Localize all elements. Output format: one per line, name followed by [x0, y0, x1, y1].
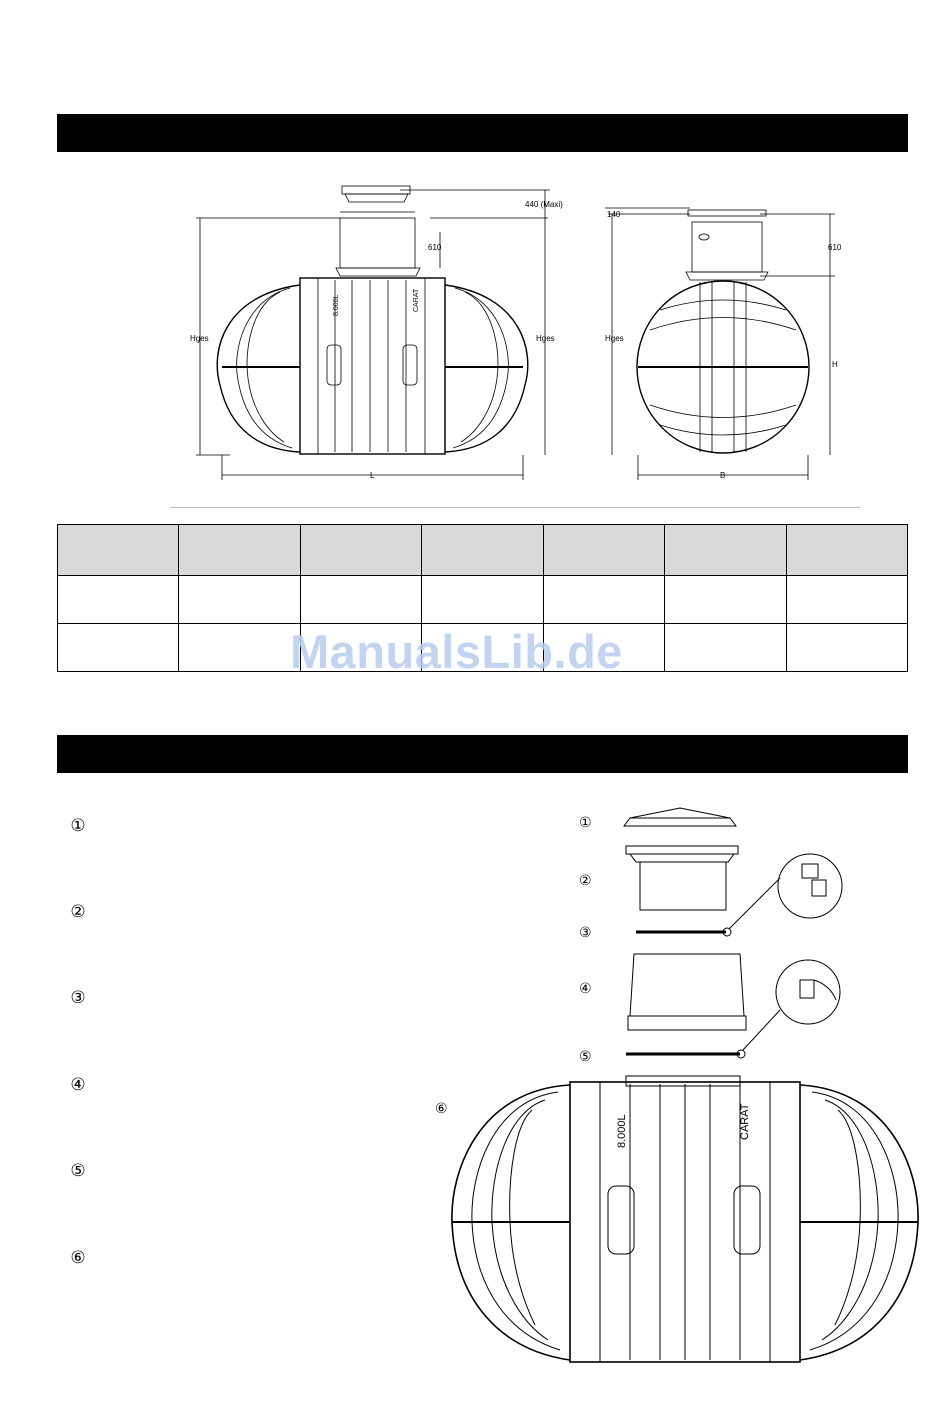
spec-cell	[179, 624, 300, 672]
exploded-marker-6: ⑥	[435, 1100, 448, 1116]
spec-cell	[665, 576, 786, 624]
dim-140: 140	[607, 210, 621, 219]
watermark: ManualsLib.de	[290, 625, 623, 678]
section-header-bar-components	[57, 735, 908, 773]
tank-exploded-view-drawing	[0, 780, 950, 1419]
spec-header-cell	[665, 525, 786, 576]
spec-header-cell	[786, 525, 907, 576]
list-marker-1: ①	[70, 816, 86, 835]
list-marker-5: ⑤	[70, 1161, 86, 1180]
spec-header-cell	[422, 525, 543, 576]
dim-l: L	[370, 471, 375, 480]
exploded-marker-3: ③	[579, 924, 592, 940]
spec-cell	[786, 624, 907, 672]
spec-cell	[300, 576, 421, 624]
spec-header-cell	[58, 525, 179, 576]
dim-hges-left-inner: Hges	[536, 334, 555, 343]
exploded-marker-5: ⑤	[579, 1048, 592, 1064]
exploded-marker-1: ①	[579, 814, 592, 830]
spec-cell	[58, 624, 179, 672]
list-marker-2: ②	[70, 902, 86, 921]
dim-hges-left-outer: Hges	[190, 334, 209, 343]
spec-table-row	[58, 576, 908, 624]
dim-610-right: 610	[828, 243, 842, 252]
separator-line	[170, 507, 860, 508]
spec-cell	[179, 576, 300, 624]
dim-b: B	[720, 471, 726, 480]
dim-maxi: 440 (Maxi)	[525, 200, 563, 209]
exploded-marker-4: ④	[579, 980, 592, 996]
dim-610-left: 610	[428, 243, 442, 252]
dim-h: H	[832, 360, 838, 369]
tank-brand-label: CARAT	[413, 288, 420, 312]
spec-header-cell	[543, 525, 664, 576]
spec-cell	[786, 576, 907, 624]
exploded-tank-capacity-label: 8.000L	[616, 1114, 628, 1148]
spec-cell	[665, 624, 786, 672]
spec-table-header-row	[58, 525, 908, 576]
dim-hges-right: Hges	[605, 334, 624, 343]
tank-dimension-drawing	[0, 0, 950, 510]
list-marker-3: ③	[70, 988, 86, 1007]
spec-header-cell	[179, 525, 300, 576]
list-marker-6: ⑥	[70, 1248, 86, 1267]
spec-cell	[543, 576, 664, 624]
exploded-tank-brand-label: CARAT	[739, 1103, 751, 1140]
list-marker-4: ④	[70, 1075, 86, 1094]
tank-capacity-label: 8.000L	[333, 294, 340, 316]
exploded-marker-2: ②	[579, 872, 592, 888]
spec-header-cell	[300, 525, 421, 576]
spec-cell	[58, 576, 179, 624]
spec-cell	[422, 576, 543, 624]
